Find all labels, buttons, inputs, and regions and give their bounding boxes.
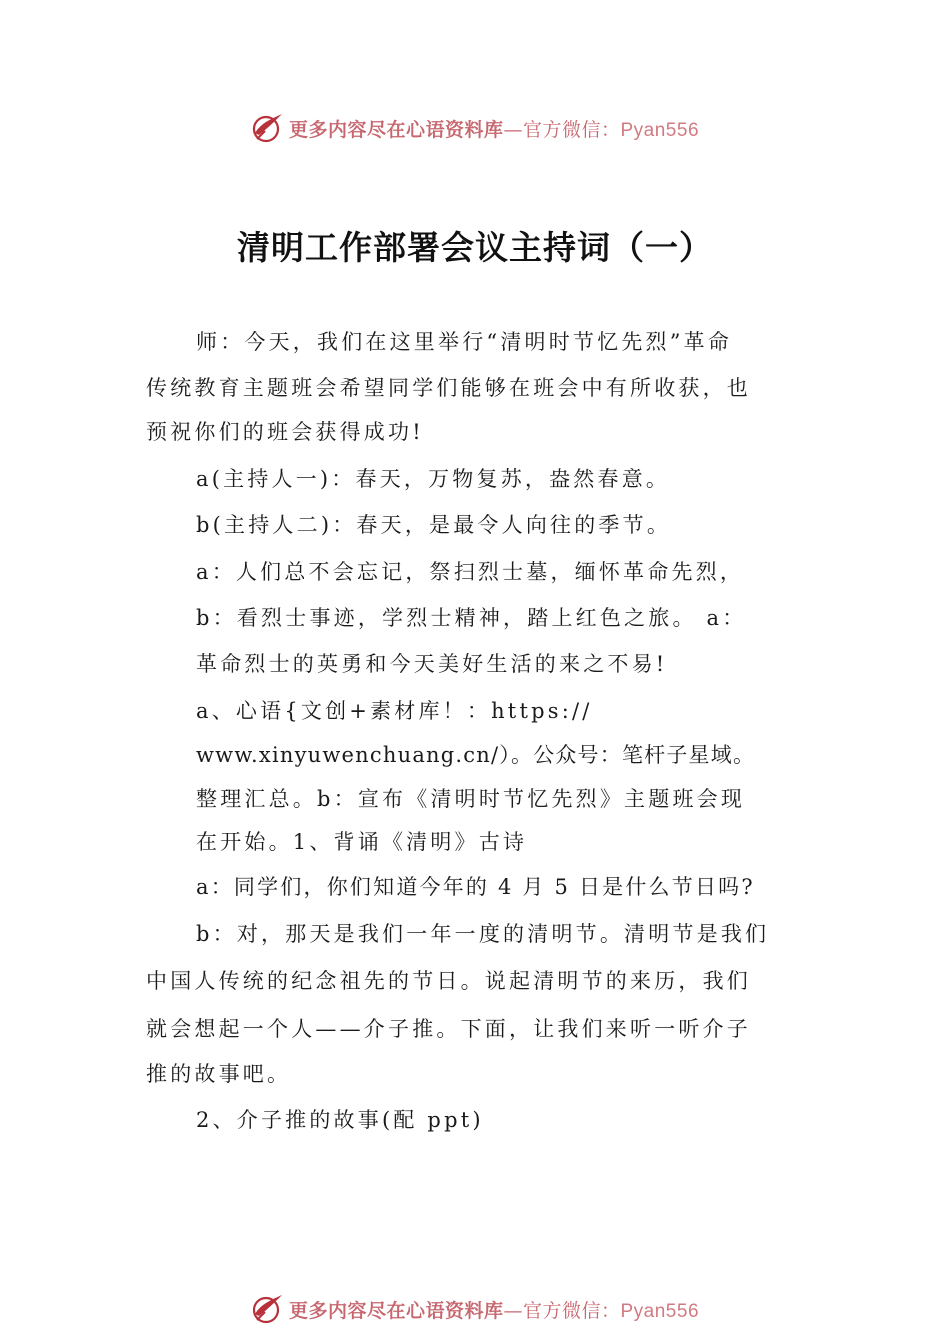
body-line: 预祝你们的班会获得成功! [146,420,424,444]
body-line: 在开始。1、背诵《清明》古诗 [196,830,528,854]
banner-separator: — [503,1299,523,1322]
quill-logo-icon [251,1292,285,1326]
banner-site-name: 更多内容尽在心语资料库 [288,1299,504,1322]
body-line: 中国人传统的纪念祖先的节日。说起清明节的来历，我们 [146,969,751,993]
banner-separator: — [503,118,523,141]
body-line: 就会想起一个人——介子推。下面，让我们来听一听介子 [146,1017,751,1041]
body-line: 革命烈士的英勇和今天美好生活的来之不易! [196,652,668,676]
footer-watermark-banner [0,1289,950,1329]
body-line: www.xinyuwenchuang.cn/）。公众号：笔杆子星域。 [196,743,756,767]
quill-logo-icon [251,111,285,145]
body-line: b(主持人二)：春天，是最令人向往的季节。 [196,513,672,537]
body-line: a(主持人一)：春天，万物复苏，盎然春意。 [196,467,671,491]
body-line: b：对，那天是我们一年一度的清明节。清明节是我们 [196,922,770,946]
body-line: a：同学们，你们知道今年的 4 月 5 日是什么节日吗? [196,875,755,899]
body-line: a：人们总不会忘记，祭扫烈士墓，缅怀革命先烈， [196,560,745,584]
body-line: b：看烈士事迹，学烈士精神，踏上红色之旅。 a： [196,606,747,630]
banner-wechat-handle: Pyan556 [620,119,700,141]
body-line: 整理汇总。b：宣布《清明时节忆先烈》主题班会现 [196,787,746,811]
body-line: 推的故事吧。 [146,1062,292,1086]
header-watermark-banner [0,108,950,148]
document-title: 清明工作部署会议主持词（一） [237,228,713,267]
banner-label: 官方微信： [522,118,621,141]
banner-label: 官方微信： [522,1299,621,1322]
banner-wechat-handle: Pyan556 [620,1300,700,1322]
body-line: 传统教育主题班会希望同学们能够在班会中有所收获，也 [146,376,751,400]
banner-site-name: 更多内容尽在心语资料库 [288,118,504,141]
body-line: 2、介子推的故事(配 ppt) [196,1108,484,1132]
body-line: 师：今天，我们在这里举行“清明时节忆先烈”革命 [196,330,733,354]
body-line: a、心语{文创+素材库！：https:// [196,699,593,723]
